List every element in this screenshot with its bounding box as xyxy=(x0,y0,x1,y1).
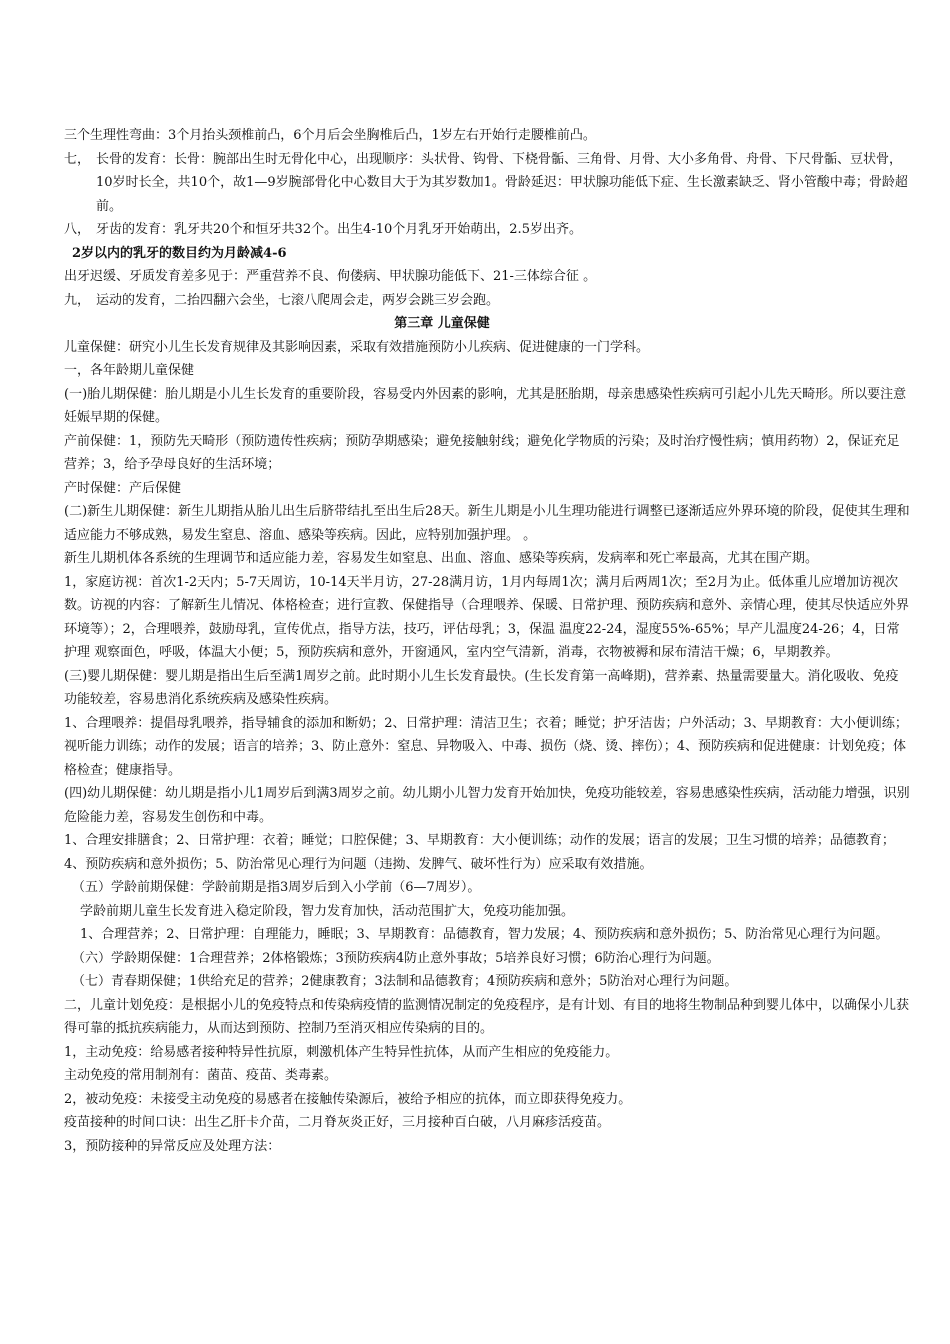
paragraph-home-visit: 1，家庭访视：首次1-2天内；5-7天周访，10-14天半月访，27-28满月访，1月内每周1次；满月后两周1次；至2月为止。低体重儿应增加访视次数。访视的内容：了解新生儿情况、体格检查；进行宣教、保健指导（合理喂养、保暖、日常护理、预防疾病和意外、亲情心理，使其尽快适应外界环境等）；2，合理喂养，鼓励母乳，宣传优点，指导方法，技巧，评估母乳；3，保温 温度22-24，湿度55%-65%；早产儿温度24-26；4，日常护理 观察面色，呼吸，体温大小便；5，预防疾病和意外，开窗通风，室内空气清新，消毒，衣物被褥和尿布清洁干燥；6，早期教养。 xyxy=(64,574,910,660)
paragraph-adverse-reactions: 3，预防接种的异常反应及处理方法： xyxy=(64,1138,281,1154)
paragraph-active-agents: 主动免疫的常用制剂有：菌苗、疫苗、类毒素。 xyxy=(64,1068,338,1083)
item-number: 九， xyxy=(64,292,91,308)
item-number: 七， xyxy=(64,151,91,167)
paragraph-teeth-formula: 2岁以内的乳牙的数目约为月龄减4-6 xyxy=(72,245,287,261)
paragraph-motor xyxy=(64,289,910,313)
paragraph-toddler: (四)幼儿期保健：幼儿期是指小儿1周岁后到满3周岁之前。幼儿期小儿智力发育开始加快，免疫功能较差，容易患感染性疾病，活动能力增强，识别危险能力差，容易发生创伤和中毒。 xyxy=(64,786,910,825)
paragraph-preschool-care: 1、合理营养；2、日常护理：自理能力，睡眠；3、早期教育：品德教育，智力发展；4、预防疾病和意外损伤；5、防治常见心理行为问题。 xyxy=(80,927,889,942)
paragraph-preschool-desc: 学龄前期儿童生长发育进入稳定阶段，智力发育加快，活动范围扩大，免疫功能加强。 xyxy=(80,903,575,919)
paragraph-passive-immunity: 2，被动免疫：未接受主动免疫的易感者在接触传染源后，被给予相应的抗体，而立即获得免疫力。 xyxy=(64,1091,632,1107)
paragraph-immunization: 二，儿童计划免疫：是根据小儿的免疫特点和传染病疫情的监测情况制定的免疫程序，是有计划、有目的地将生物制品种到婴儿体中，以确保小儿获得可靠的抵抗疾病能力，从而达到预防、控制乃至消灭相应传染病的目的。 xyxy=(64,997,910,1036)
paragraph-adolescence: （七）青春期保健；1供给充足的营养；2健康教育；3法制和品德教育；4预防疾病和意外；5防治对心理行为问题。 xyxy=(72,974,738,989)
paragraph-school-age: （六）学龄期保健：1合理营养；2体格锻炼；3预防疾病4防止意外事故；5培养良好习惯；6防治心理行为问题。 xyxy=(72,950,720,966)
paragraph-infant: (三)婴儿期保健：婴儿期是指出生后至满1周岁之前。此时期小儿生长发育最快。(生长发育第一高峰期)，营养素、热量需要量大。消化吸收、免疫功能较差，容易患消化系统疾病及感染性疾病。 xyxy=(64,668,899,707)
item-number: 八， xyxy=(64,222,91,237)
section-heading: 一，各年龄期儿童保健 xyxy=(64,363,195,378)
paragraph-teeth xyxy=(64,218,910,242)
paragraph-long-bone xyxy=(64,148,910,219)
paragraph-neonatal-risk: 新生儿期机体各系统的生理调节和适应能力差，容易发生如窒息、出血、溶血、感染等疾病，发病率和死亡率最高，尤其在围产期。 xyxy=(64,551,819,566)
paragraph-active-immunity: 1，主动免疫：给易感者接种特异性抗原，刺激机体产生特异性抗体，从而产生相应的免疫能力。 xyxy=(64,1044,619,1060)
paragraph-delayed-teeth: 出牙迟缓、牙质发育差多见于：严重营养不良、佝偻病、甲状腺功能低下、21-三体综合征 。 xyxy=(64,269,597,284)
paragraph-curvatures: 三个生理性弯曲：3个月抬头颈椎前凸，6个月后会坐胸椎后凸，1岁左右开始行走腰椎前凸。 xyxy=(64,128,596,143)
paragraph-infant-care: 1、合理喂养：提倡母乳喂养，指导辅食的添加和断奶；2、日常护理：清洁卫生；衣着；睡觉；护牙洁齿；户外活动；3、早期教育：大小便训练；视听能力训练；动作的发展；语言的培养；3、防止意外：窒息、异物吸入、中毒、损伤（烧、烫、摔伤）；4、预防疾病和促进健康：计划免疫；体格检查；健康指导。 xyxy=(64,715,908,778)
paragraph-neonatal: (二)新生儿期保健：新生儿期指从胎儿出生后脐带结扎至出生后28天。新生儿期是小儿生理功能进行调整已逐渐适应外界环境的阶段，促使其生理和适应能力不够成熟，易发生窒息、溶血、感染等疾病。因此，应特别加强护理。 。 xyxy=(64,504,910,543)
paragraph-intrapartum: 产时保健：产后保健 xyxy=(64,480,182,496)
item-text: 长骨的发育：长骨：腕部出生时无骨化中心，出现顺序：头状骨、钩骨、下桡骨骺、三角骨、月骨、大小多角骨、舟骨、下尺骨骺、豆状骨，10岁时长全，共10个，故1—9岁腕部骨化中心数目大于为其岁数加1。骨龄延迟：甲状腺功能低下症、生长激素缺乏、肾小管酸中毒；骨龄超前。 xyxy=(96,151,908,214)
paragraph-definition: 儿童保健：研究小儿生长发育规律及其影响因素，采取有效措施预防小儿疾病、促进健康的一门学科。 xyxy=(64,339,650,355)
paragraph-fetal: (一)胎儿期保健：胎儿期是小儿生长发育的重要阶段，容易受内外因素的影响，尤其是胚胎期，母亲患感染性疾病可引起小儿先天畸形。所以要注意妊娠早期的保健。 xyxy=(64,386,907,425)
paragraph-prenatal: 产前保健：1，预防先天畸形（预防遗传性疾病；预防孕期感染；避免接触射线；避免化学物质的污染；及时治疗慢性病；慎用药物）2，保证充足营养；3，给予孕母良好的生活环境； xyxy=(64,433,900,472)
paragraph-vaccine-rhyme: 疫苗接种的时间口诀：出生乙肝卡介苗，二月脊灰炎正好，三月接种百白破，八月麻疹活疫苗。 xyxy=(64,1115,611,1130)
paragraph-preschool: （五）学龄前期保健：学龄前期是指3周岁后到入小学前（6—7周岁）。 xyxy=(72,880,481,895)
item-text: 运动的发育，二抬四翻六会坐，七滚八爬周会走，两岁会跳三岁会跑。 xyxy=(96,292,500,308)
chapter-title: 第三章 儿童保健 xyxy=(394,316,490,331)
item-text: 牙齿的发育：乳牙共20个和恒牙共32个。出生4-10个月乳牙开始萌出，2.5岁出齐。 xyxy=(96,222,582,237)
paragraph-toddler-care: 1、合理安排膳食；2、日常护理：衣着；睡觉；口腔保健；3、早期教育：大小便训练；动作的发展；语言的发展；卫生习惯的培养；品德教育；4、预防疾病和意外损伤；5、防治常见心理行为问题（违拗、发脾气、破坏性行为）应采取有效措施。 xyxy=(64,833,895,872)
